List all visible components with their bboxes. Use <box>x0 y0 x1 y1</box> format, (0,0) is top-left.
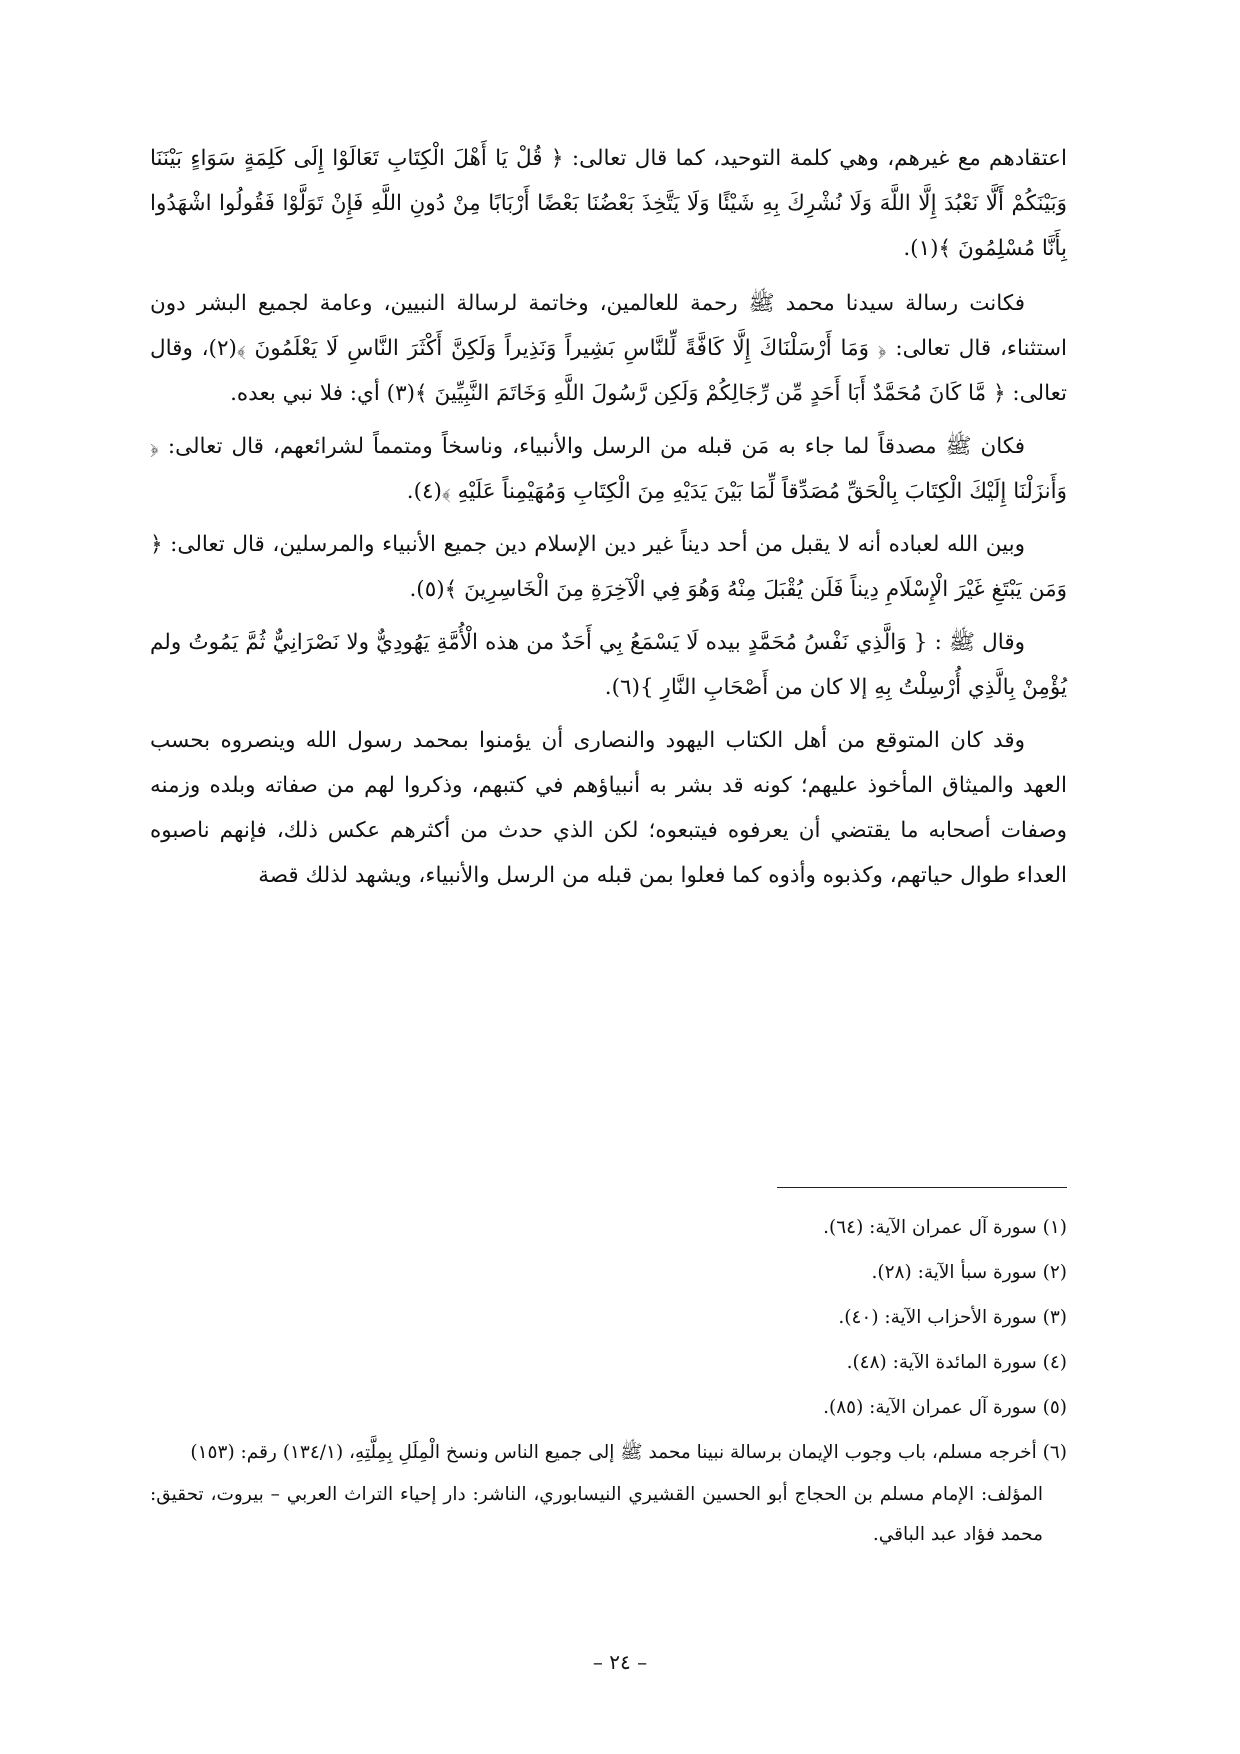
footnote: (٤) سورة المائدة الآية: (٤٨). <box>846 1352 1067 1373</box>
page-number: – ٢٤ – <box>592 1650 648 1674</box>
footnote-continuation: المؤلف: الإمام مسلم بن الحجاج أبو الحسين القشيري النيسابوري، الناشر: دار إحياء التراث العربي – بيروت، تحقيق: محمد فؤاد عبد الباقي. <box>150 1484 1043 1545</box>
paragraph: وقد كان المتوقع من أهل الكتاب اليهود والنصارى أن يؤمنوا بمحمد رسول الله وينصروه بحسب العهد والميثاق المأخوذ عليهم؛ كونه قد بشر به أنبياؤهم في كتبهم، وذكروا لهم من صفاته وبلده وزمنه وصفات أصحابه ما يقتضي أن يعرفوه فيتبعوه؛ لكن الذي حدث من أكثرهم عكس ذلك، فإنهم ناصبوه العداء طوال حياتهم، وكذبوه وأذوه كما فعلوا بمن قبله من الرسل والأنبياء، ويشهد لذلك قصة <box>150 728 1067 888</box>
footnote: (٣) سورة الأحزاب الآية: (٤٠). <box>838 1307 1067 1328</box>
paragraph: وبين الله لعباده أنه لا يقبل من أحد ديناً غير دين الإسلام دين جميع الأنبياء والمرسلين، قال تعالى: ﴿ وَمَن يَبْتَغِ غَيْرَ الْإِسْلَامِ دِيناً فَلَن يُقْبَلَ مِنْهُ وَهُوَ فِي الْآخِرَةِ مِنَ الْخَاسِرِينَ ﴾(٥). <box>150 532 1067 602</box>
footnote: (٥) سورة آل عمران الآية: (٨٥). <box>823 1397 1067 1418</box>
footnote: (٢) سورة سبأ الآية: (٢٨). <box>871 1262 1067 1283</box>
paragraph-continuation: اعتقادهم مع غيرهم، وهي كلمة التوحيد، كما قال تعالى: ﴿ قُلْ يَا أَهْلَ الْكِتَابِ تَعَالَوْا إِلَى كَلِمَةٍ سَوَاءٍ بَيْنَنَا وَبَيْنَكُمْ أَلَّا نَعْبُدَ إِلَّا اللَّهَ وَلَا نُشْرِكَ بِهِ شَيْئًا وَلَا يَتَّخِذَ بَعْضُنَا بَعْضًا أَرْبَابًا مِنْ دُونِ اللَّهِ فَإِنْ تَوَلَّوْا فَقُولُوا اشْهَدُوا بِأَنَّا مُسْلِمُونَ ﴾(١). <box>150 146 1067 261</box>
paragraph: وقال ﷺ : { وَالَّذِي نَفْسُ مُحَمَّدٍ بيده لَا يَسْمَعُ بِي أَحَدٌ من هذه الْأُمَّةِ يَهُودِيٌّ ولا نَصْرَانِيٌّ ثُمَّ يَمُوتُ ولم يُؤْمِنْ بِالَّذِي أُرْسِلْتُ بِهِ إلا كان من أَصْحَابِ النَّارِ }(٦). <box>150 630 1067 700</box>
paragraph: فكانت رسالة سيدنا محمد ﷺ رحمة للعالمين، وخاتمة لرسالة النبيين، وعامة لجميع البشر دون استثناء، قال تعالى: ﴿ وَمَا أَرْسَلْنَاكَ إِلَّا كَافَّةً لِّلنَّاسِ بَشِيراً وَنَذِيراً وَلَكِنَّ أَكْثَرَ النَّاسِ لَا يَعْلَمُونَ ﴾(٢)، وقال تعالى: ﴿ مَّا كَانَ مُحَمَّدٌ أَبَا أَحَدٍ مِّن رِّجَالِكُمْ وَلَكِن رَّسُولَ اللَّهِ وَخَاتَمَ النَّبِيِّينَ ﴾(٣) أي: فلا نبي بعده. <box>150 291 1067 406</box>
footnote: (٦) أخرجه مسلم، باب وجوب الإيمان برسالة نبينا محمد ﷺ إلى جميع الناس ونسخ الْمِلَلِ بِمِلَّتِهِ، (١٣٤/١) رقم: (١٥٣) <box>190 1442 1067 1463</box>
body-text <box>150 136 1067 906</box>
paragraph: فكان ﷺ مصدقاً لما جاء به مَن قبله من الرسل والأنبياء، وناسخاً ومتمماً لشرائعهم، قال تعالى: ﴿ وَأَنزَلْنَا إِلَيْكَ الْكِتَابَ بِالْحَقِّ مُصَدِّقاً لِّمَا بَيْنَ يَدَيْهِ مِنَ الْكِتَابِ وَمُهَيْمِناً عَلَيْهِ ﴾(٤). <box>150 434 1067 504</box>
footnotes <box>150 1205 1067 1555</box>
footnote: (١) سورة آل عمران الآية: (٦٤). <box>823 1217 1067 1238</box>
footnote-separator <box>777 1187 1067 1188</box>
